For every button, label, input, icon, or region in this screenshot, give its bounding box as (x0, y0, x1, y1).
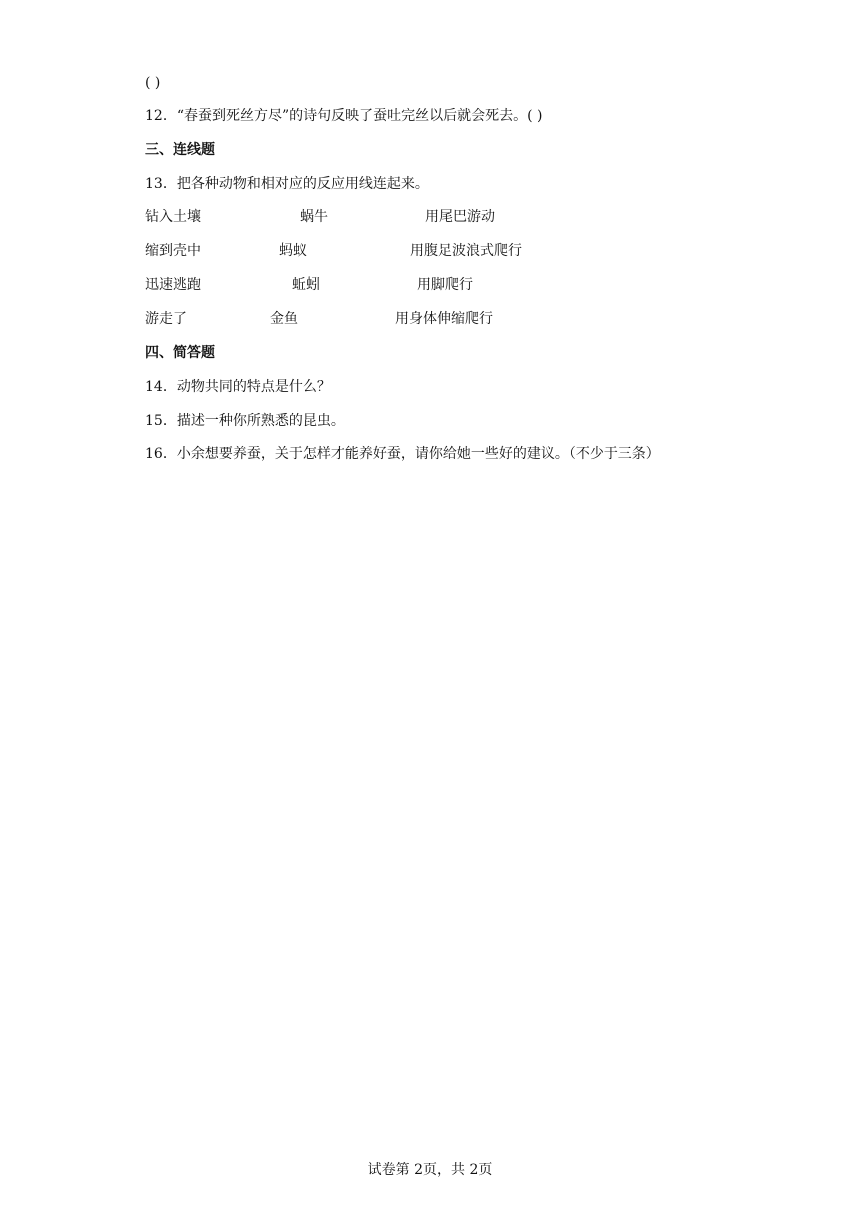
match-left-3: 迅速逃跑 (145, 277, 201, 293)
match-left-1: 钻入土壤 (145, 209, 201, 225)
matching-row-4 (0, 309, 860, 329)
match-left-2: 缩到壳中 (145, 243, 201, 259)
question-16: 16．小余想要养蚕，关于怎样才能养好蚕，请你给她一些好的建议。（不少于三条） (145, 446, 660, 462)
matching-row-3 (0, 275, 860, 295)
section-3-title: 三、连线题 (145, 142, 215, 158)
match-middle-2: 蚂蚁 (279, 243, 307, 259)
page-footer: 试卷第 2页，共 2页 (367, 1162, 493, 1178)
question-14: 14．动物共同的特点是什么？ (145, 379, 331, 395)
question-12: 12．“春蚕到死丝方尽”的诗句反映了蚕吐完丝以后就会死去。( ) (145, 108, 543, 124)
match-right-3: 用脚爬行 (417, 277, 473, 293)
matching-row-1 (0, 207, 860, 227)
matching-row-2 (0, 241, 860, 261)
section-4-title: 四、简答题 (145, 345, 215, 361)
match-right-1: 用尾巴游动 (425, 209, 495, 225)
match-middle-3: 蚯蚓 (292, 277, 320, 293)
question-15: 15．描述一种你所熟悉的昆虫。 (145, 413, 345, 429)
answer-blank-continued: ( ) (145, 75, 161, 91)
match-middle-1: 蜗牛 (300, 209, 328, 225)
match-middle-4: 金鱼 (270, 311, 298, 327)
question-13-prompt: 13．把各种动物和相对应的反应用线连起来。 (145, 176, 429, 192)
match-left-4: 游走了 (145, 311, 187, 327)
match-right-2: 用腹足波浪式爬行 (410, 243, 522, 259)
match-right-4: 用身体伸缩爬行 (395, 311, 493, 327)
